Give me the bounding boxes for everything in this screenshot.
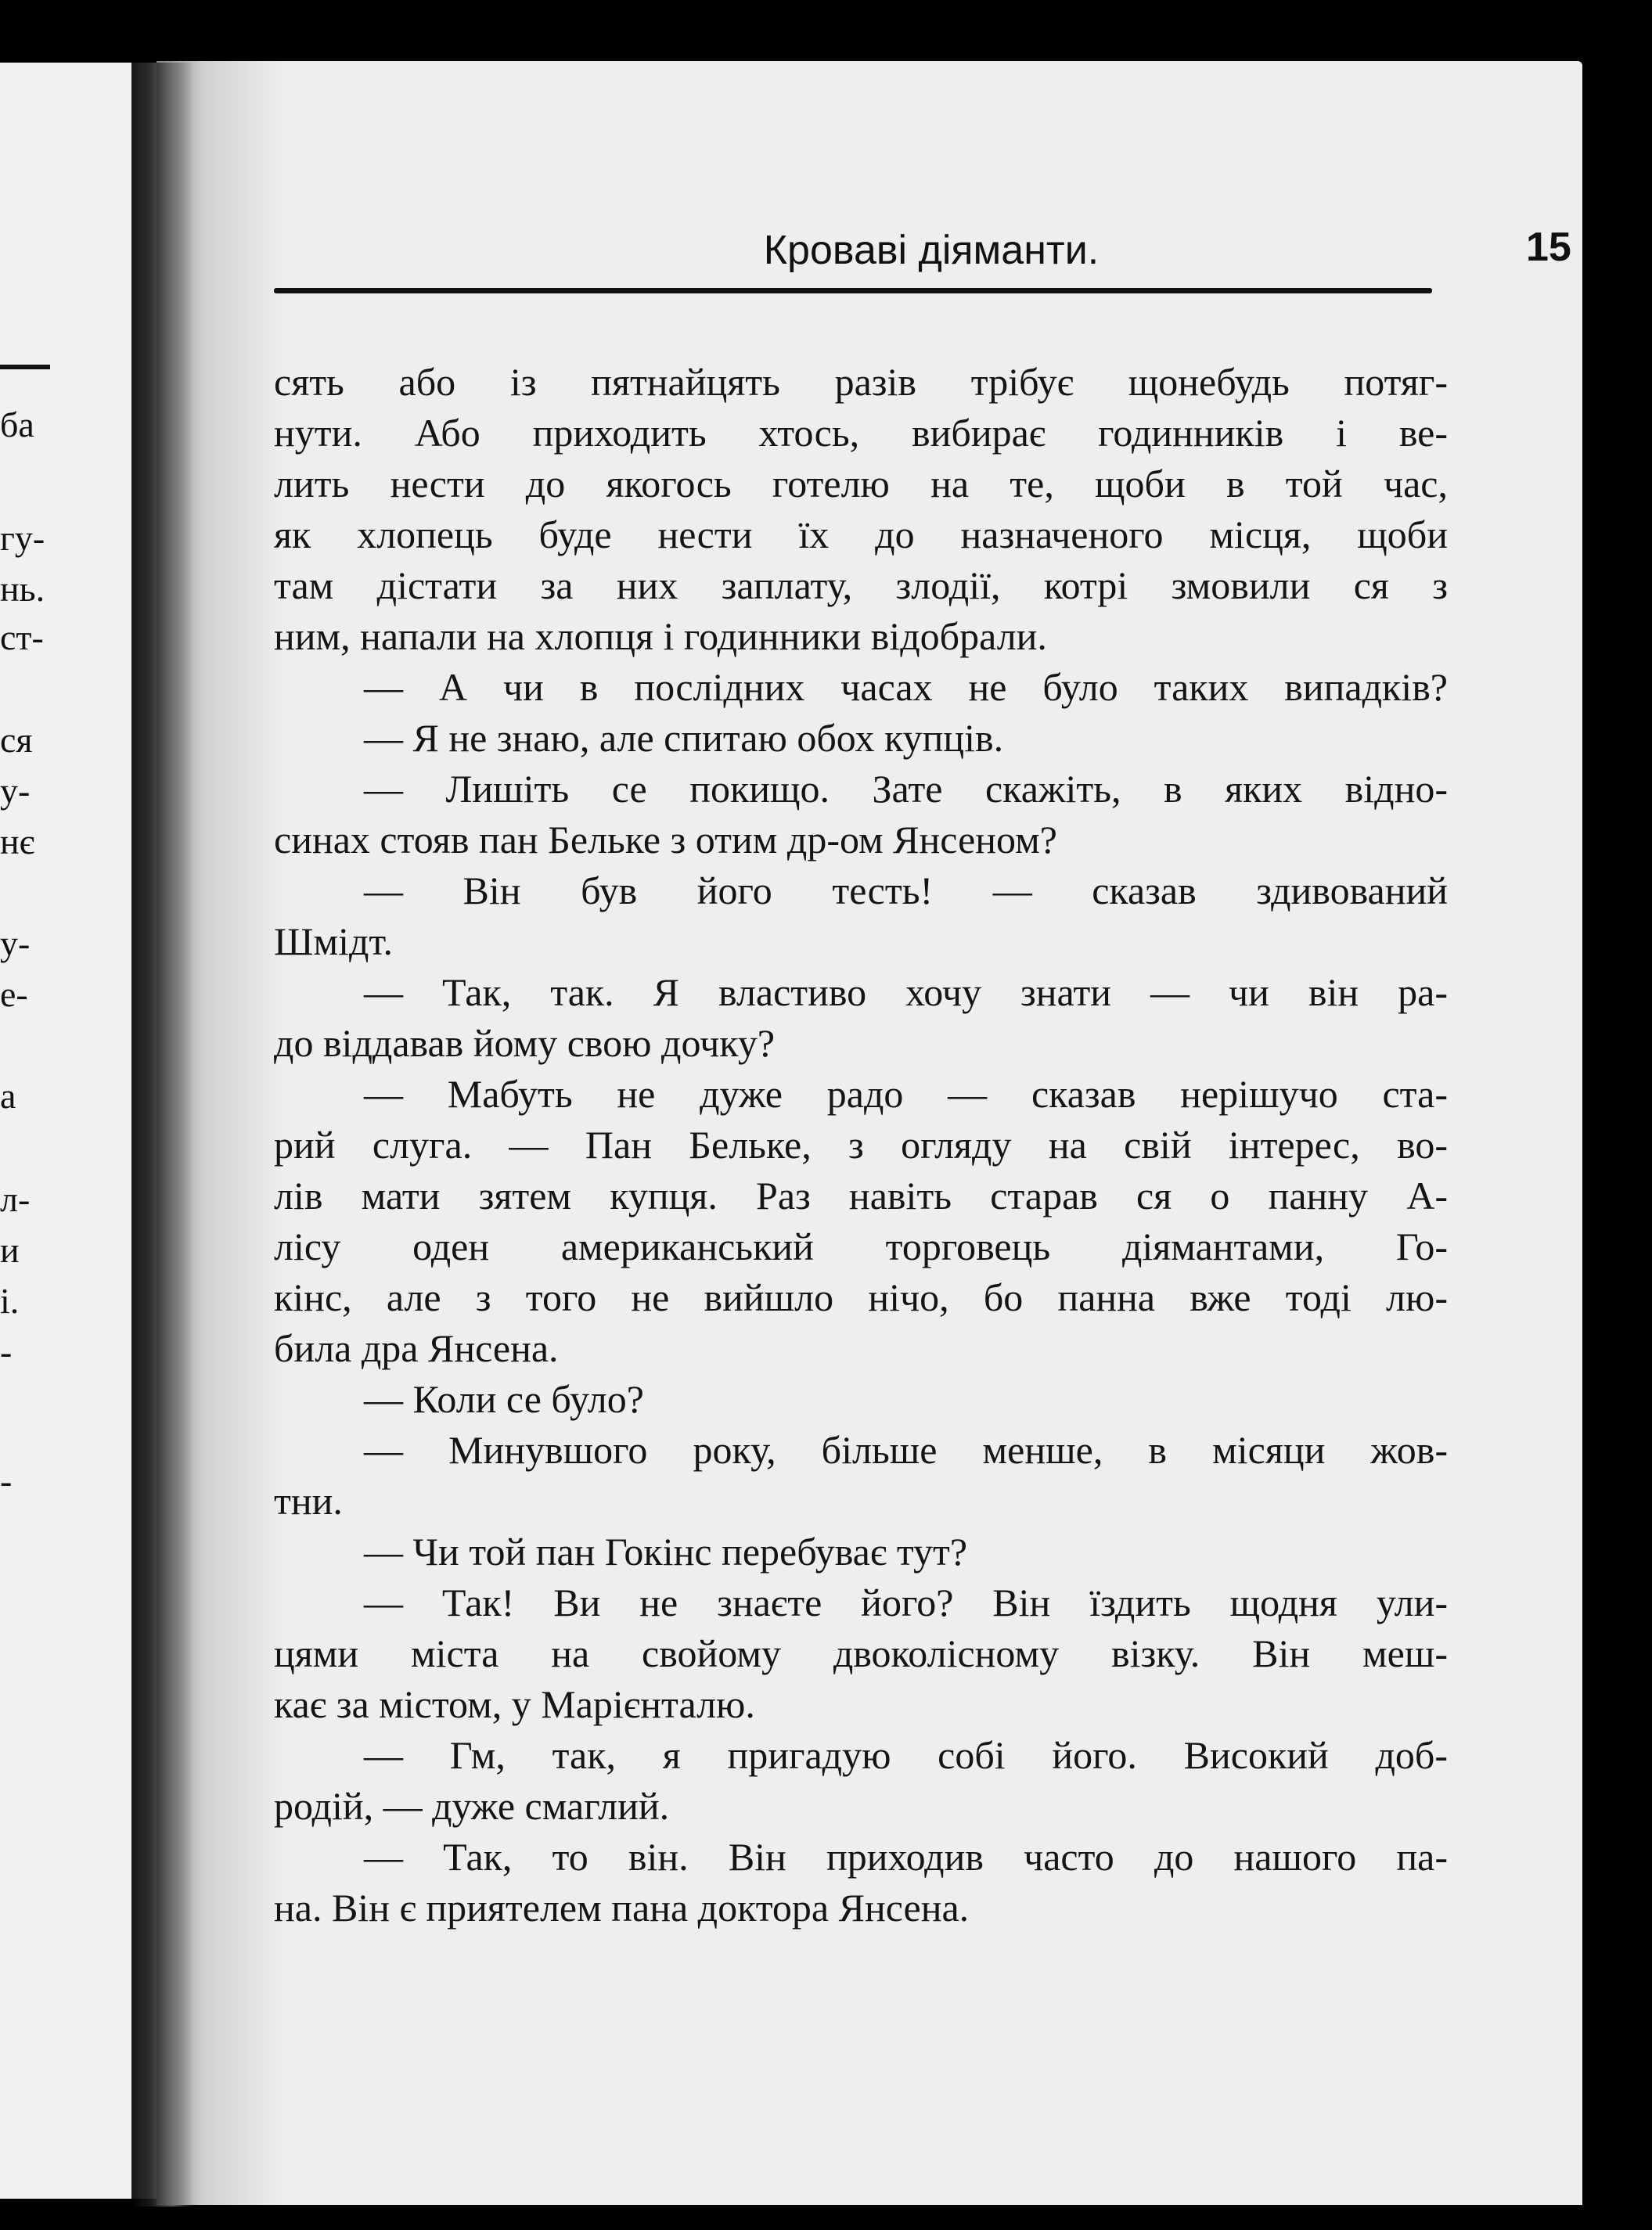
text-line: — А чи в послідних часах не було таких випадків? (364, 665, 1448, 709)
page-number: 15 (1526, 225, 1571, 270)
previous-page-fragment: ся (0, 720, 33, 760)
text-line: цями міста на свойому двоколісному візку. Він меш- (274, 1631, 1448, 1675)
page-text (274, 357, 1448, 1933)
text-line: сять або із пятнайцять разів трібує щонебудь потяг- (274, 360, 1448, 404)
text-line: — Так! Ви не знаєте його? Він їздить щодня ули- (364, 1581, 1448, 1624)
text-line: Шмідт. (274, 919, 394, 963)
previous-page-fragment: л- (0, 1179, 31, 1219)
book-page (157, 61, 1582, 2205)
previous-page-fragment: - (0, 1461, 13, 1501)
previous-page-fragment: - (0, 1332, 13, 1372)
text-line: кає за містом, у Марієнталю. (274, 1682, 755, 1726)
text-line: лісу оден американський торговець діямантами, Го- (274, 1225, 1448, 1268)
text-line: — Так, то він. Він приходив часто до нашого па- (364, 1835, 1448, 1879)
text-line: — Минувшого року, більше менше, в місяци жов- (364, 1428, 1448, 1472)
previous-page-fragment: ба (0, 405, 34, 444)
text-line: била дра Янсена. (274, 1326, 559, 1370)
text-line: лить нести до якогось готелю на те, щоби в той час, (274, 462, 1448, 505)
text-line: рий слуга. — Пан Бельке, з огляду на свій інтерес, во- (274, 1123, 1448, 1167)
text-line: як хлопець буде нести їх до назначеного місця, щоби (274, 513, 1448, 556)
text-line: лів мати зятем купця. Раз навіть старав ся о панну А- (274, 1174, 1448, 1218)
previous-page-fragment: ст- (0, 617, 44, 657)
text-line: родій, — дуже смаглий. (274, 1784, 670, 1828)
previous-page-fragment: и (0, 1230, 20, 1270)
previous-page-fragment: е- (0, 974, 28, 1014)
text-line: тни. (274, 1479, 343, 1523)
previous-page-fragment: нє (0, 822, 35, 861)
text-line: — Гм, так, я пригадую собі його. Високий доб- (364, 1733, 1448, 1777)
text-line: кінс, але з того не вийшло нічо, бо панна вже тоді лю- (274, 1275, 1448, 1319)
text-line: — Я не знаю, але спитаю обох купців. (364, 716, 1004, 760)
previous-page-rule (0, 365, 50, 369)
text-line: — Коли се було? (364, 1377, 644, 1421)
text-line: синах стояв пан Бельке з отим др-ом Янсеном? (274, 818, 1057, 861)
text-line: ним, напали на хлопця і годинники відобрали. (274, 614, 1047, 658)
text-line: нути. Або приходить хтось, вибирає годинників і ве- (274, 411, 1448, 455)
text-line: — Чи той пан Гокінс перебуває тут? (364, 1530, 968, 1574)
text-line: — Мабуть не дуже радо — сказав нерішучо ста- (364, 1072, 1448, 1116)
previous-page-fragment: у- (0, 923, 31, 963)
header-rule (274, 288, 1432, 293)
text-line: — Так, так. Я властиво хочу знати — чи він ра- (364, 970, 1448, 1014)
gutter-shadow (131, 63, 194, 2207)
previous-page-fragment: а (0, 1076, 16, 1116)
previous-page-fragment: у- (0, 771, 31, 811)
text-line: до віддавав йому свою дочку? (274, 1021, 776, 1065)
previous-page-fragment: і. (0, 1281, 20, 1321)
text-line: — Він був його тесть! — сказав здивований (364, 869, 1448, 912)
running-title: Кроваві діяманти. (763, 228, 1100, 273)
previous-page-fragment: нь. (0, 569, 45, 609)
previous-page-fragment: гу- (0, 518, 45, 558)
text-line: там дістати за них заплату, злодії, котрі змовили ся з (274, 563, 1448, 607)
text-line: — Лишіть се покищо. Зате скажіть, в яких відно- (364, 767, 1448, 811)
text-line: на. Він є приятелем пана доктора Янсена. (274, 1886, 970, 1930)
